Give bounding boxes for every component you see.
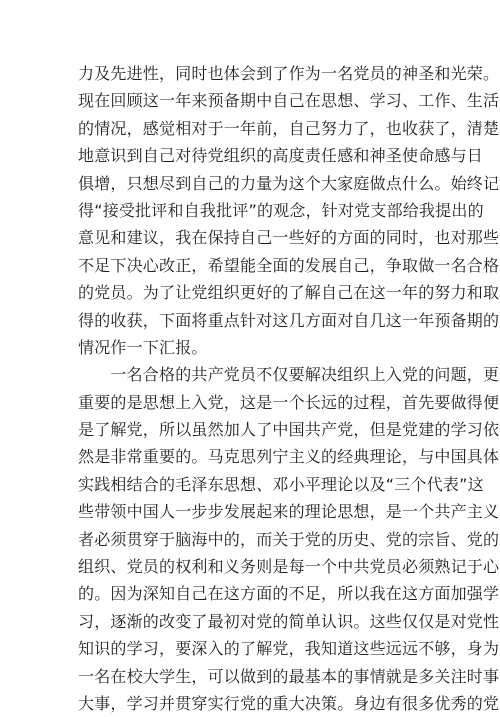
text-line: 者必须贯穿于脑海中的，而关于党的历史、党的宗旨、党的 [78, 529, 500, 549]
document-body [78, 60, 500, 717]
text-line: 现在回顾这一年来预备期中自己在思想、学习、工作、生活 [78, 91, 500, 111]
text-line: 俱增，只想尽到自己的力量为这个大家庭做点什么。始终记 [78, 173, 500, 193]
text-line: 力及先进性，同时也体会到了作为一名党员的神圣和光荣。 [78, 64, 500, 83]
text-line: 的党员。为了让党组织更好的了解自己在这一年的努力和取 [78, 283, 500, 303]
text-line: 情况作一下汇报。 [78, 337, 208, 357]
text-line: 实践相结合的毛泽东思想、邓小平理论以及“三个代表”这 [78, 474, 484, 494]
text-line: 重要的是思想上入党，这是一个长远的过程，首先要做得便 [78, 392, 500, 412]
text-line: 是了解党，所以虽然加人了中国共产党，但是党建的学习依 [78, 420, 500, 440]
text-line: 地意识到自己对待党组织的高度责任感和神圣使命感与日 [78, 146, 484, 166]
text-line: 些带领中国人一步步发展起来的理论思想，是一个共产主义 [78, 502, 500, 522]
text-line: 知识的学习，要深入的了解党，我知道这些远远不够，身为 [78, 639, 500, 659]
text-line: 意见和建议，我在保持自己一些好的方面的同时，也对那些 [78, 228, 500, 248]
text-line: 得的收获，下面将重点针对这几方面对自几这一年预备期的 [78, 310, 500, 330]
text-line: 习，逐渐的改变了最初对党的简单认识。这些仅仅是对党性 [78, 611, 500, 631]
text-line: 不足下决心改正，希望能全面的发展自己，争取做一名合格 [78, 255, 500, 275]
text-line: 得“接受批评和自我批评”的观念，针对党支部给我提出的 [78, 200, 484, 220]
text-line: 一名合格的共产党员不仅要解决组织上入党的问题，更 [78, 365, 500, 385]
text-line: 一名在校大学生，可以做到的最基本的事情就是多关注时事 [78, 666, 500, 686]
text-line: 的情况，感觉相对于一年前，自己努力了，也收获了，清楚 [78, 118, 500, 138]
text-line: 然是非常重要的。马克思列宁主义的经典理论，与中国具体 [78, 447, 500, 467]
text-line: 组织、党员的权利和义务则是每一个中共党员必须熟记于心 [78, 557, 500, 577]
text-line: 的。因为深知自己在这方面的不足，所以我在这方面加强学 [78, 584, 500, 604]
text-line: 大事，学习并贯穿实行党的重大决策。身边有很多优秀的党 [78, 693, 500, 713]
